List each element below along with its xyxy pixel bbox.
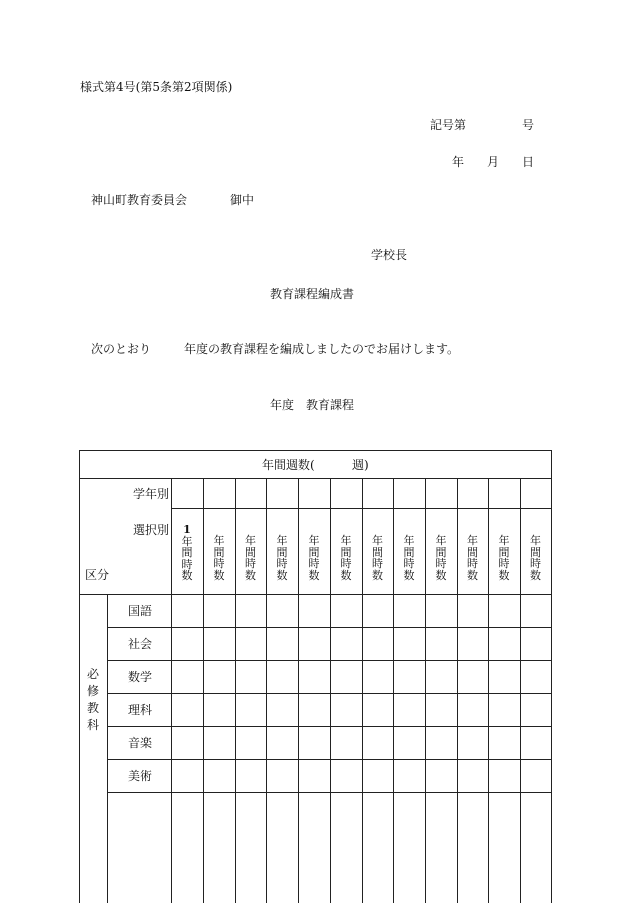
date-year: 年	[452, 155, 465, 169]
column-header-char: 年	[435, 534, 447, 547]
column-header-char: 間	[308, 545, 320, 559]
column-header-char: 年	[372, 534, 383, 547]
column-header-char: 時	[530, 557, 541, 570]
section-title: 年度 教育課程	[270, 398, 355, 412]
sender-principal: 学校長	[371, 248, 408, 262]
column-header-char: 数	[245, 568, 256, 582]
column-header-char: 年	[245, 534, 256, 547]
column-header-char: 時	[435, 557, 447, 570]
column-header-char: 数	[308, 568, 320, 582]
column-header-char: 間	[403, 545, 415, 559]
column-header-char: 数	[435, 568, 447, 582]
first-column-number: 1	[183, 523, 191, 536]
column-header	[393, 535, 425, 581]
column-header	[330, 535, 362, 581]
column-header	[362, 535, 393, 581]
column-header	[235, 535, 266, 581]
subject-art: 美術	[128, 769, 153, 783]
column-header-char: 年	[213, 534, 225, 547]
column-header	[520, 535, 551, 581]
body-lead: 次のとおり	[91, 342, 152, 356]
column-header-char: 数	[467, 568, 478, 582]
column-header-char: 年	[467, 534, 478, 547]
column-header-char: 数	[403, 568, 415, 582]
column-header-char: 間	[530, 545, 541, 559]
date-month: 月	[487, 155, 500, 169]
record-number-suffix: 号	[522, 118, 535, 132]
column-header-char: 時	[213, 557, 225, 570]
column-header-char: 数	[213, 568, 225, 582]
form-number: 様式第4号(第5条第2項関係)	[80, 80, 233, 94]
column-header-char: 数	[372, 568, 383, 582]
column-header-char: 時	[340, 557, 352, 570]
column-header-char: 時	[308, 557, 320, 570]
column-header-char: 間	[340, 545, 352, 559]
column-header	[171, 524, 203, 582]
weeks-label: 年間週数(	[262, 458, 315, 472]
body-text: 年度の教育課程を編成しましたのでお届けします。	[184, 342, 460, 356]
addressee-name: 神山町教育委員会	[91, 193, 188, 207]
column-header-char: 数	[340, 568, 352, 582]
column-header-char: 年	[181, 534, 193, 548]
column-header-char: 間	[181, 546, 193, 559]
column-header-char: 時	[467, 557, 478, 570]
column-header	[203, 535, 235, 581]
weeks-suffix: 週)	[352, 458, 369, 472]
date-day: 日	[522, 155, 535, 169]
column-header-char: 時	[403, 557, 415, 570]
division-label: 区分	[85, 568, 110, 582]
column-header-char: 時	[245, 557, 256, 570]
column-header	[298, 535, 330, 581]
subject-social-studies: 社会	[128, 637, 153, 651]
column-header	[457, 535, 488, 581]
column-header	[425, 535, 457, 581]
column-header-char: 時	[372, 557, 383, 570]
column-header	[266, 535, 298, 581]
column-header-char: 数	[530, 568, 541, 582]
column-header-char: 時	[181, 557, 193, 571]
column-header-char: 間	[213, 545, 225, 559]
column-header-char: 間	[435, 545, 447, 559]
selection-label: 選択別	[133, 523, 170, 537]
column-header-char: 年	[498, 534, 510, 547]
column-header-char: 年	[530, 534, 541, 547]
subject-math: 数学	[128, 670, 153, 684]
column-header-char: 数	[276, 568, 288, 582]
addressee-honorific: 御中	[230, 193, 255, 207]
subject-japanese: 国語	[128, 604, 153, 618]
subject-music: 音楽	[128, 736, 153, 750]
document-title: 教育課程編成書	[270, 287, 355, 301]
column-header	[488, 535, 520, 581]
column-header-char: 時	[498, 557, 510, 570]
grade-label: 学年別	[133, 487, 170, 501]
column-header-char: 年	[340, 534, 352, 547]
record-number-prefix: 記号第	[430, 118, 467, 132]
subject-science: 理科	[128, 703, 153, 717]
column-header-char: 年	[308, 534, 320, 547]
column-header-char: 年	[276, 534, 288, 547]
required-subjects-label: 必 修 教 科	[86, 667, 99, 732]
column-header-char: 数	[498, 568, 510, 582]
column-header-char: 間	[276, 545, 288, 559]
column-header-char: 数	[181, 569, 193, 582]
column-header-char: 間	[372, 545, 383, 559]
column-header-char: 年	[403, 534, 415, 547]
column-header-char: 間	[467, 545, 478, 559]
column-header-char: 間	[498, 545, 510, 559]
column-header-char: 間	[245, 545, 256, 559]
column-header-char: 時	[276, 557, 288, 570]
